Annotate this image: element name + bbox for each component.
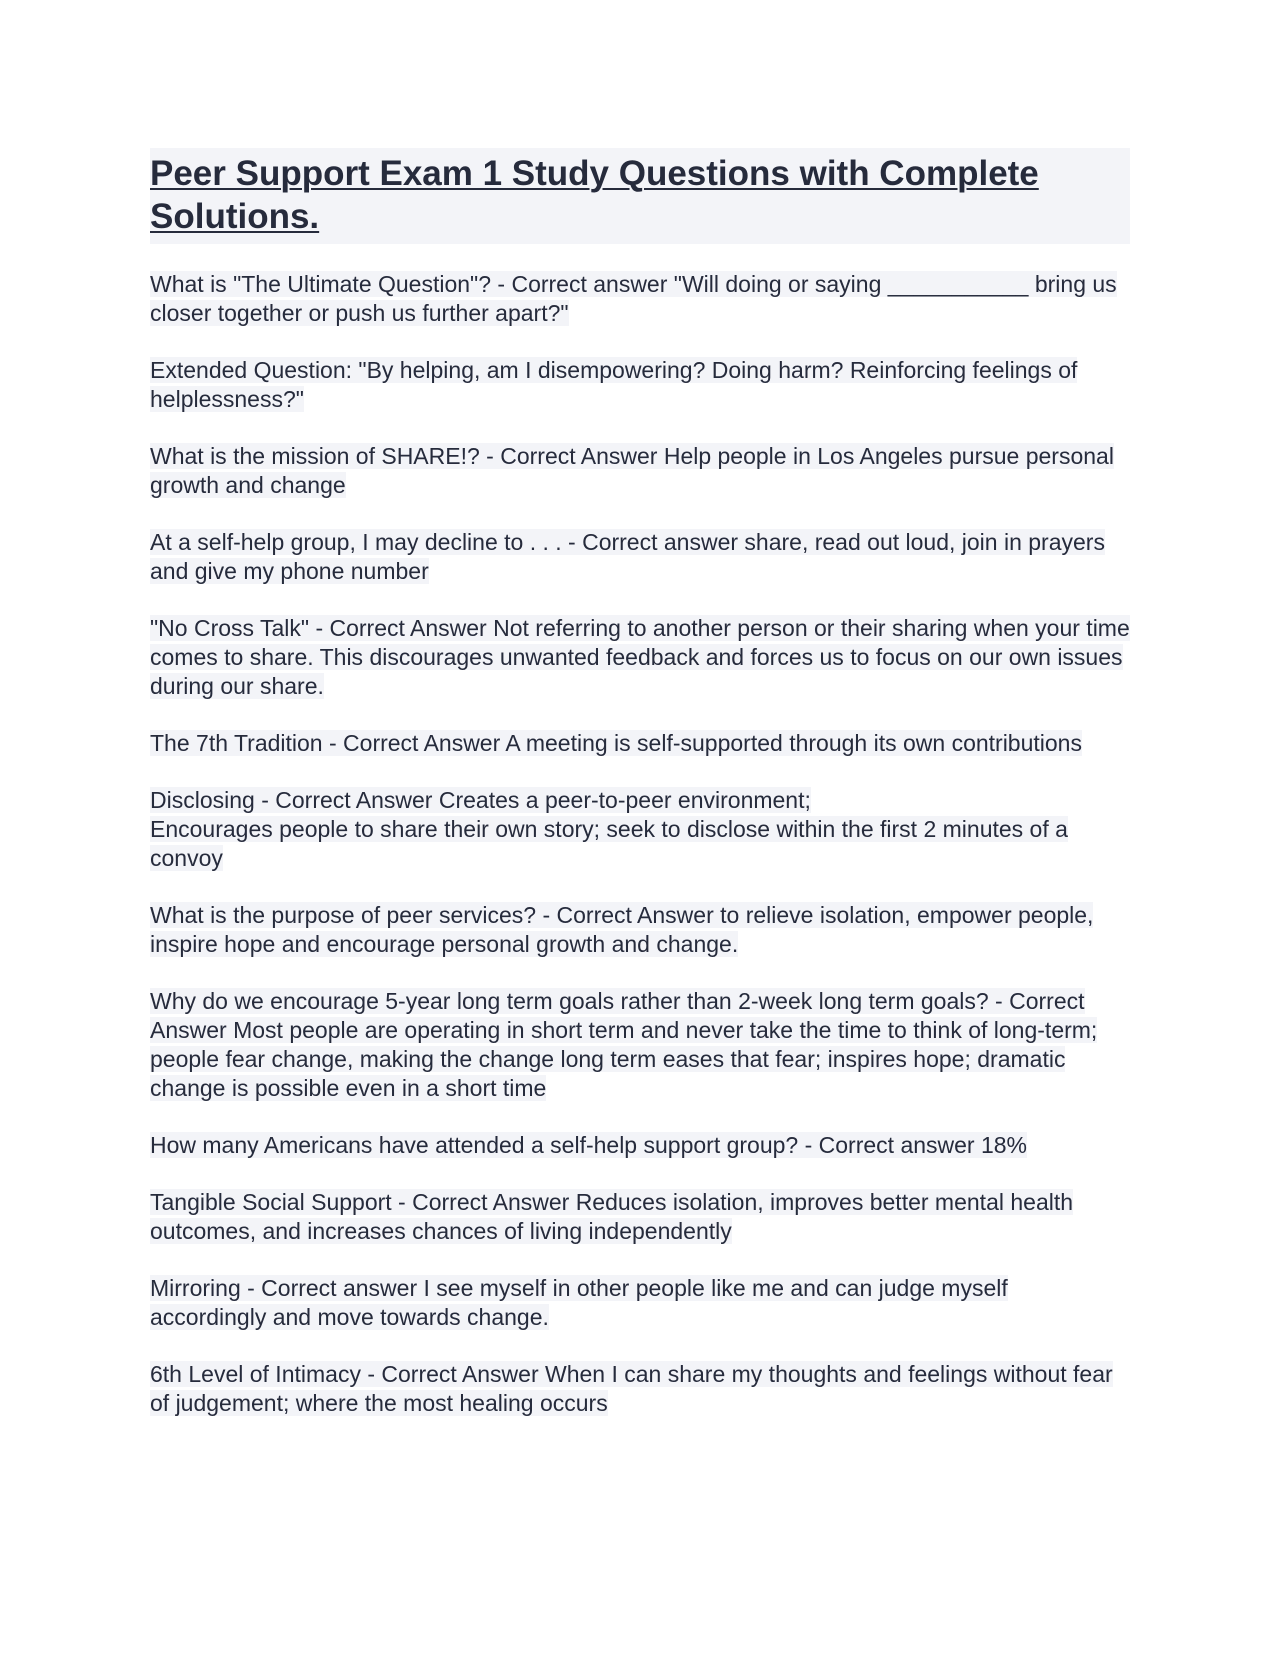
qa-text: Extended Question: "By helping, am I disempowering? Doing harm? Reinforcing feelings of helplessness?" <box>150 357 1078 412</box>
qa-text: Mirroring - Correct answer I see myself in other people like me and can judge myself accordingly and move towards change. <box>150 1275 1008 1330</box>
qa-item <box>150 987 1130 1103</box>
qa-item <box>150 356 1130 414</box>
qa-text: 6th Level of Intimacy - Correct Answer When I can share my thoughts and feelings without fear of judgement; where the most healing occurs <box>150 1361 1113 1416</box>
qa-text: The 7th Tradition - Correct Answer A meeting is self-supported through its own contributions <box>150 730 1082 756</box>
qa-list <box>150 270 1130 1418</box>
qa-item <box>150 270 1130 328</box>
qa-item <box>150 1360 1130 1418</box>
qa-text: "No Cross Talk" - Correct Answer Not referring to another person or their sharing when your time comes to share. This discourages unwanted feedback and forces us to focus on our own issues during our share. <box>150 615 1130 699</box>
qa-text: Disclosing - Correct Answer Creates a peer-to-peer environment; Encourages people to share their own story; seek to disclose within the first 2 minutes of a convoy <box>150 787 1068 871</box>
qa-item <box>150 1274 1130 1332</box>
qa-item <box>150 1188 1130 1246</box>
qa-text: What is the mission of SHARE!? - Correct Answer Help people in Los Angeles pursue personal growth and change <box>150 443 1114 498</box>
qa-item <box>150 1131 1130 1160</box>
qa-text: How many Americans have attended a self-help support group? - Correct answer 18% <box>150 1132 1028 1158</box>
document-title: Peer Support Exam 1 Study Questions with Complete Solutions. <box>150 154 1039 236</box>
qa-item <box>150 901 1130 959</box>
qa-text: What is the purpose of peer services? - Correct Answer to relieve isolation, empower people, inspire hope and encourage personal growth and change. <box>150 902 1094 957</box>
qa-item <box>150 729 1130 758</box>
qa-text: What is "The Ultimate Question"? - Correct answer "Will doing or saying ___________ bring us closer together or push us further apart?" <box>150 271 1117 326</box>
qa-item <box>150 614 1130 701</box>
qa-item <box>150 528 1130 586</box>
qa-text: At a self-help group, I may decline to . . . - Correct answer share, read out loud, join in prayers and give my phone number <box>150 529 1105 584</box>
qa-text: Tangible Social Support - Correct Answer Reduces isolation, improves better mental health outcomes, and increases chances of living independently <box>150 1189 1074 1244</box>
qa-item <box>150 786 1130 873</box>
title-block <box>150 148 1130 244</box>
qa-item <box>150 442 1130 500</box>
qa-text: Why do we encourage 5-year long term goals rather than 2-week long term goals? - Correct Answer Most people are operating in short term and never take the time to think of long-term; people fear change, making the change long term eases that fear; inspires hope; dramatic change is possible even in a short time <box>150 988 1098 1101</box>
document-page <box>150 148 1130 1446</box>
